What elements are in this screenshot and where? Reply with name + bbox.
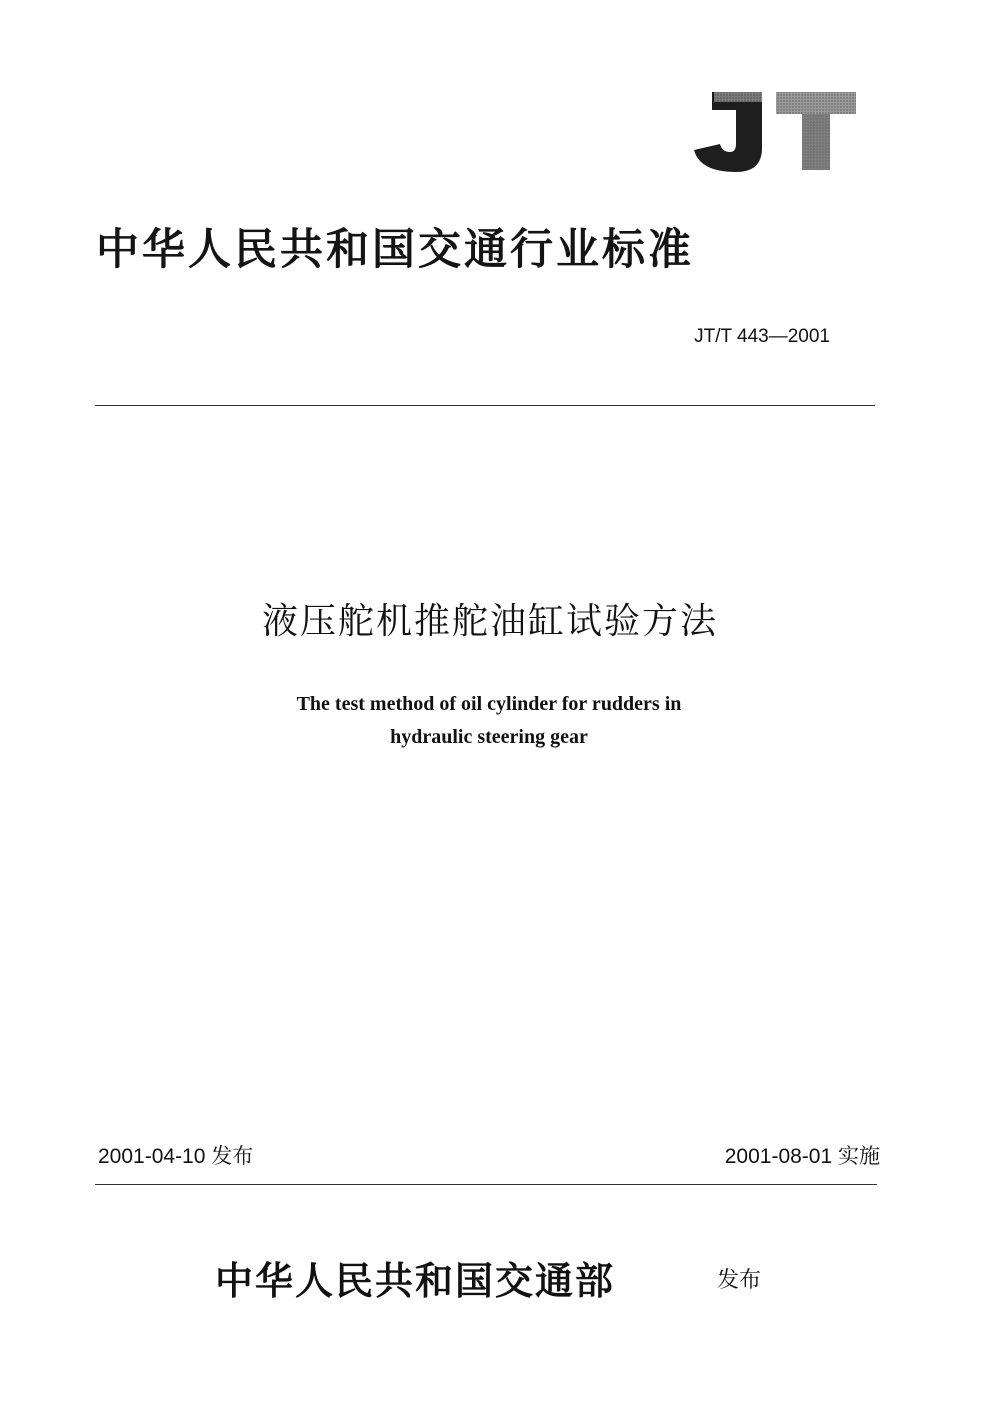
standard-number: JT/T 443—2001 (694, 326, 830, 347)
bottom-divider (95, 1184, 877, 1185)
effective-date: 2001-08-01 实施 (724, 1145, 880, 1168)
top-divider (95, 405, 875, 406)
industry-standard-title: 中华人民共和国交通行业标准 (96, 225, 694, 275)
publish-label: 发布 (717, 1268, 762, 1293)
jt-logo (690, 88, 860, 176)
english-title-line-1: The test method of oil cylinder for rudders in (296, 693, 682, 715)
english-title (0, 688, 978, 754)
english-title-line-2: hydraulic steering gear (390, 726, 588, 748)
chinese-title: 液压舵机推舵油缸试验方法 (261, 601, 718, 642)
issue-date: 2001-04-10 发布 (98, 1145, 254, 1168)
publisher-name: 中华人民共和国交通部 (215, 1258, 616, 1303)
jt-logo-graphic (690, 88, 860, 176)
